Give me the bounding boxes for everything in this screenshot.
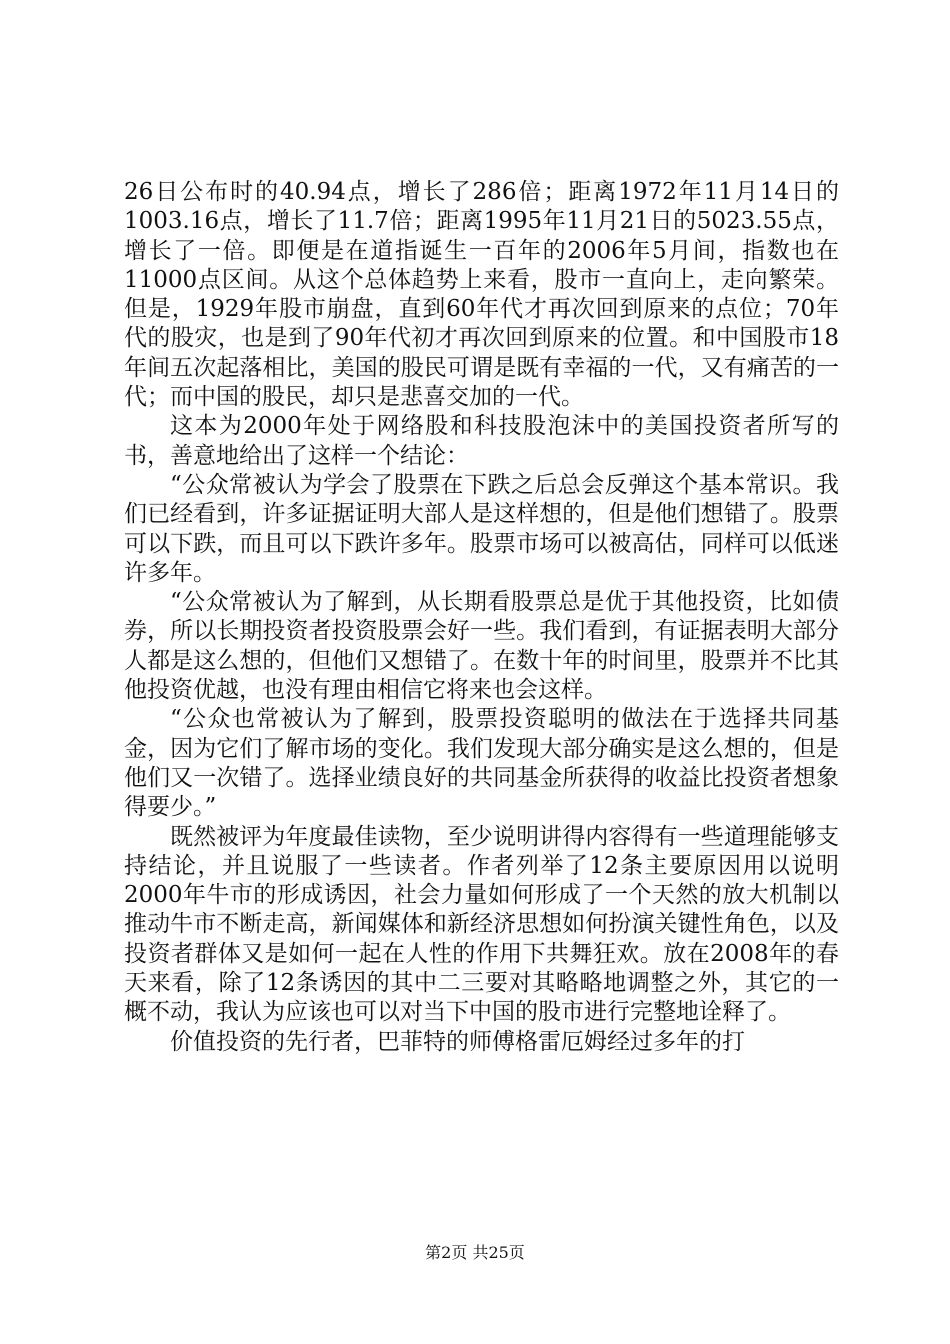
paragraph-continuation: 26日公布时的40.94点，增长了286倍；距离1972年11月14日的1003.16点，增长了11.7倍；距离1995年11月21日的5023.55点，增长了一倍。即便是在道指诞生一百年的2006年5月间，指数也在11000点区间。从这个总体趋势上来看，股市一直向上，走向繁荣。但是，1929年股市崩盘，直到60年代才再次回到原来的点位；70年代的股灾，也是到了90年代初才再次回到原来的位置。和中国股市18年间五次起落相比，美国的股民可谓是既有幸福的一代，又有痛苦的一代；而中国的股民，却只是悲喜交加的一代。 (124, 179, 839, 411)
quote-paragraph-mutual-funds: “公众也常被认为了解到，股票投资聪明的做法在于选择共同基金，因为它们了解市场的变化。我们发现大部分确实是这么想的，但是他们又一次错了。选择业绩良好的共同基金所获得的收益比投资者想象得要少。” (124, 706, 839, 821)
paragraph-twelve-reasons: 既然被评为年度最佳读物，至少说明讲得内容得有一些道理能够支持结论，并且说服了一些读者。作者列举了12条主要原因用以说明2000年牛市的形成诱因，社会力量如何形成了一个天然的放大机制以推动牛市不断走高，新闻媒体和新经济思想如何扮演关键性角色，以及投资者群体又是如何一起在人性的作用下共舞狂欢。放在2008年的春天来看，除了12条诱因的其中二三要对其略略地调整之外，其它的一概不动，我认为应该也可以对当下中国的股市进行完整地诠释了。 (124, 823, 839, 1026)
document-body (124, 178, 839, 1057)
quote-paragraph-rebound: “公众常被认为学会了股票在下跌之后总会反弹这个基本常识。我们已经看到，许多证据证明大部人是这样想的，但是他们想错了。股票可以下跌，而且可以下跌许多年。股票市场可以被高估，同样可以低迷许多年。 (124, 471, 839, 586)
paragraph-book-intro: 这本为2000年处于网络股和科技股泡沫中的美国投资者所写的书，善意地给出了这样一个结论： (124, 413, 839, 469)
quote-paragraph-long-term: “公众常被认为了解到，从长期看股票总是优于其他投资，比如债券，所以长期投资者投资股票会好一些。我们看到，有证据表明大部分人都是这么想的，但他们又想错了。在数十年的时间里，股票并不比其他投资优越，也没有理由相信它将来也会这样。 (124, 589, 839, 704)
page-footer: 第2页 共25页 (425, 1243, 525, 1262)
paragraph-graham: 价值投资的先行者，巴菲特的师傅格雷厄姆经过多年的打 (170, 1028, 745, 1055)
